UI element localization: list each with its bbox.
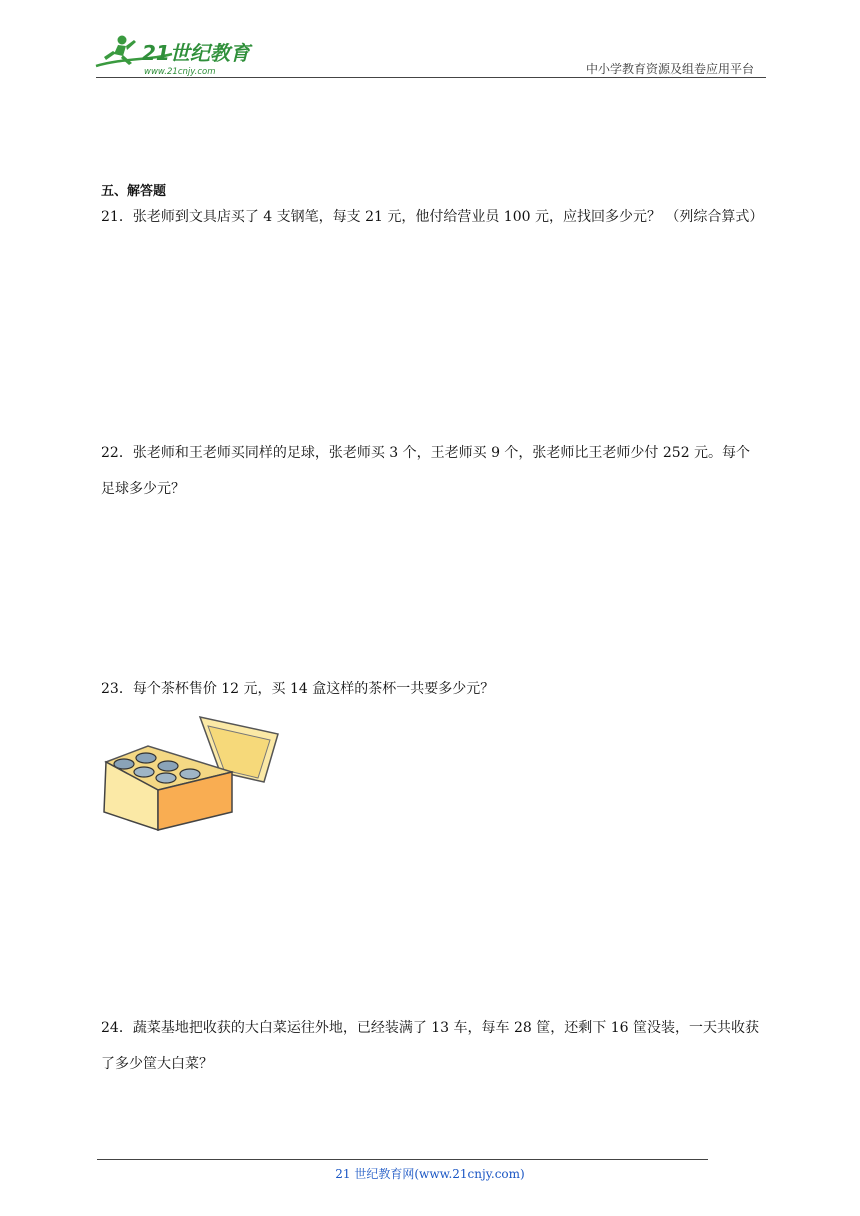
question-24: 24．蔬菜基地把收获的大白菜运往外地，已经装满了 13 车，每车 28 筐，还剩下 16 筐没装，一天共收获了多少筐大白菜？	[101, 1020, 759, 1072]
footer-link[interactable]: 21 世纪教育网(www.21cnjy.com)	[335, 1167, 525, 1181]
logo-21cnjy	[92, 30, 262, 82]
footer-divider	[97, 1159, 708, 1160]
question-23: 23．每个茶杯售价 12 元，买 14 盒这样的茶杯一共要多少元？	[101, 681, 495, 697]
logo-text: 21世纪教育	[142, 41, 250, 65]
question-22: 22．张老师和王老师买同样的足球，张老师买 3 个，王老师买 9 个，张老师比王老师少付 252 元。每个足球多少元？	[101, 445, 751, 497]
logo-url: www.21cnjy.com	[144, 67, 216, 77]
header-platform-name: 中小学教育资源及组卷应用平台	[585, 62, 754, 76]
header-divider	[96, 77, 766, 78]
section-title: 五、解答题	[101, 184, 167, 199]
teacup-box-image	[100, 712, 282, 836]
question-21: 21．张老师到文具店买了 4 支钢笔，每支 21 元，他付给营业员 100 元，应找回多少元？ （列综合算式）	[101, 209, 764, 225]
